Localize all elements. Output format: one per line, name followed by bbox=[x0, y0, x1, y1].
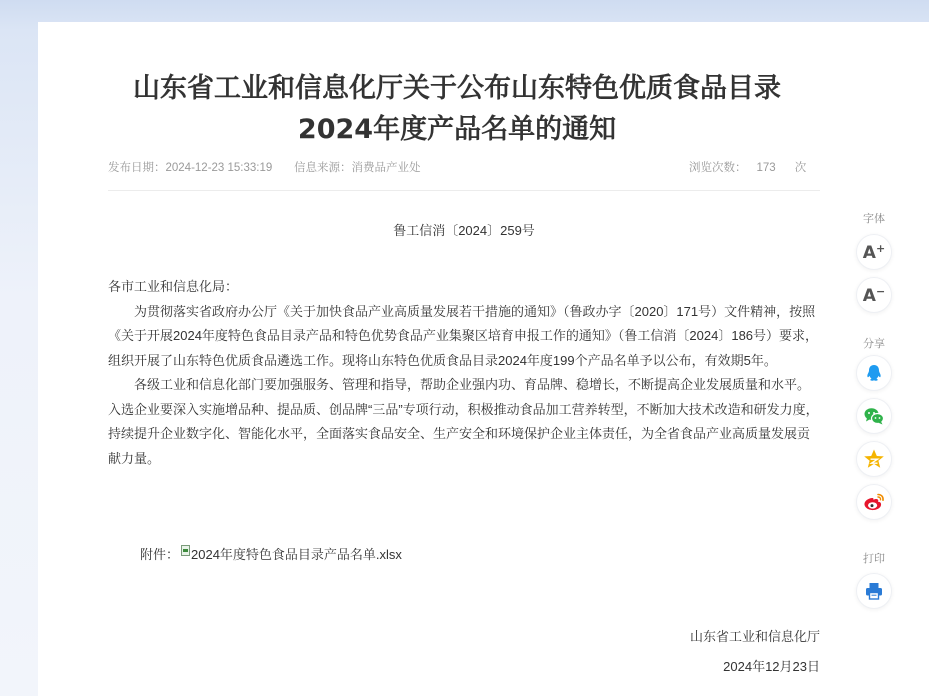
publish-date bbox=[108, 158, 272, 178]
document-number: 鲁工信消〔2024〕259号 bbox=[393, 223, 535, 238]
info-source bbox=[294, 158, 421, 178]
font-decrease-letter: A bbox=[862, 285, 876, 306]
info-source-value: 消费品产业处 bbox=[351, 162, 421, 174]
share-weibo-button[interactable] bbox=[856, 484, 892, 520]
font-label: 字体 bbox=[863, 213, 885, 225]
article-page bbox=[38, 22, 929, 696]
paragraph-1: 为贯彻落实省政府办公厅《关于加快食品产业高质量发展若干措施的通知》（鲁政办字〔2020〕171号）文件精神，按照《关于开展2024年度特色食品目录产品和特色优势食品产业集聚区培育申报工作的通知》（鲁工信消〔2024〕186号）要求，组织开展了山东特色优质食品遴选工作。现将山东特色优质食品目录2024年度199个产品名单予以公布，有效期5年。 bbox=[108, 303, 819, 368]
share-qzone-button[interactable] bbox=[856, 441, 892, 477]
view-count-label: 浏览次数： bbox=[689, 162, 747, 174]
signature-org: 山东省工业和信息化厅 bbox=[689, 629, 820, 644]
view-count-unit: 次 bbox=[794, 162, 807, 174]
qzone-icon bbox=[863, 448, 885, 470]
view-count bbox=[689, 158, 806, 178]
signature-date: 2024年12月23日 bbox=[723, 659, 820, 674]
publish-date-label: 发布日期： bbox=[108, 162, 166, 174]
print-label: 打印 bbox=[863, 553, 885, 565]
page-title bbox=[108, 68, 806, 150]
article-body bbox=[108, 275, 820, 471]
info-source-label: 信息来源： bbox=[294, 162, 352, 174]
paragraph-2: 各级工业和信息化部门要加强服务、管理和指导，帮助企业强内功、育品牌、稳增长，不断提高企业发展质量和水平。入选企业要深入实施增品种、提品质、创品牌“三品”专项行动，积极推动食品加工营养转型，不断加大技术改造和研发力度，持续提升企业数字化、智能化水平，全面落实食品安全、生产安全和环境保护企业主体责任，为全省食品产业高质量发展贡献力量。 bbox=[108, 377, 819, 466]
attachment bbox=[140, 544, 402, 566]
title-line-2: 2024年度产品名单的通知 bbox=[297, 114, 617, 145]
font-increase-icon: A+ bbox=[862, 241, 886, 263]
printer-icon bbox=[864, 581, 884, 601]
font-increase-button[interactable] bbox=[856, 234, 892, 270]
article-meta bbox=[108, 158, 820, 178]
share-qq-button[interactable] bbox=[856, 355, 892, 391]
font-increase-letter: A bbox=[862, 242, 876, 263]
attachment-label: 附件： bbox=[140, 547, 180, 562]
wechat-icon bbox=[863, 406, 885, 426]
salutation: 各市工业和信息化局： bbox=[108, 279, 239, 294]
share-wechat-button[interactable] bbox=[856, 398, 892, 434]
attachment-link[interactable]: 2024年度特色食品目录产品名单.xlsx bbox=[191, 547, 402, 562]
publish-date-value: 2024-12-23 15:33:19 bbox=[165, 162, 273, 174]
share-label: 分享 bbox=[863, 338, 885, 350]
excel-file-icon bbox=[181, 545, 190, 556]
font-decrease-button[interactable] bbox=[856, 277, 892, 313]
title-line-1: 山东省工业和信息化厅关于公布山东特色优质食品目录 bbox=[133, 73, 781, 104]
font-decrease-icon: A− bbox=[862, 284, 886, 306]
meta-divider bbox=[108, 190, 820, 191]
qq-icon bbox=[864, 363, 884, 383]
signature bbox=[598, 622, 820, 682]
print-button[interactable] bbox=[856, 573, 892, 609]
weibo-icon bbox=[863, 492, 885, 512]
view-count-value: 173 bbox=[756, 162, 776, 174]
